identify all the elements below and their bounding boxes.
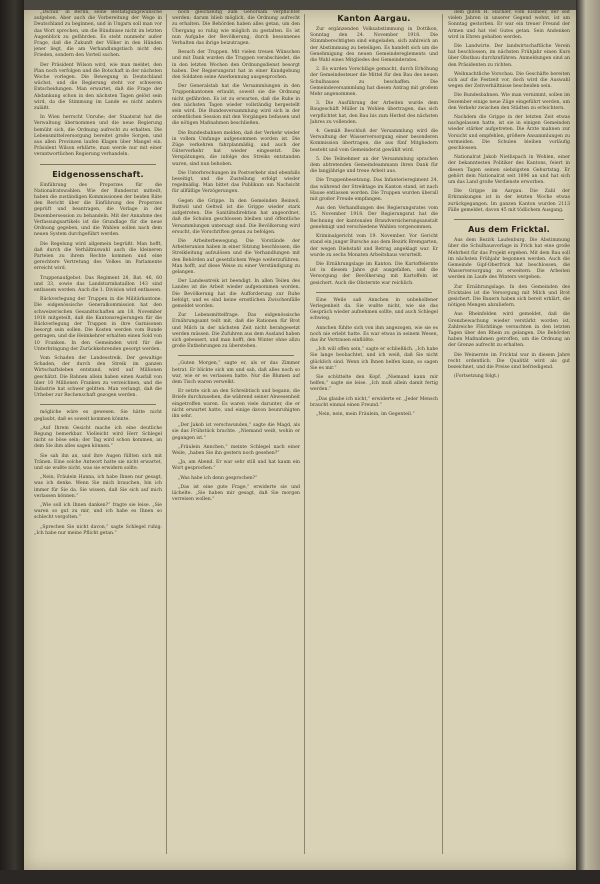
article-paragraph: „Sprechen Sie nicht davon,“ sagte Schlegel ruhig. „Ich habe nur meine Pflicht getan.“ — [34, 524, 162, 536]
article-paragraph: Die Landwirte. Der landwirtschaftliche Verein hat beschlossen, im nächsten Frühjahr einen Kurs über Obstbau durchzuführen. Anmeldungen sind an den Präsidenten zu richten. — [448, 44, 570, 68]
article-paragraph: Weihnachtliche Vorschau. Die Geschäfte bereiten sich auf die Festzeit vor, doch wird die Auswahl wegen der Zeitverhältnisse bescheiden sein. — [448, 71, 570, 90]
article-paragraph: 2. Es wurden Vorschläge gemacht, durch Erhöhung der Gemeindesteuer die Mittel für den Bau des neuen Schulhauses zu beschaffen. Die Gemeindeversammlung hat diesen Antrag mit großem Mehr angenommen. — [310, 67, 438, 98]
article-paragraph: Er setzte sich an den Schreibtisch und begann, die Briefe durchzusehen, die während seiner Abwesenheit eingetroffen waren. Es waren viele darunter, die er nicht erwartet hatte, und einige davon beunruhigten ihn sehr. — [172, 389, 300, 419]
article-paragraph: Nachdem die Grippe in der letzten Zeit etwas nachgelassen hatte, ist sie in einigen Gemeinden wieder stärker aufgetreten. Die Ärzte mahnen zur Vorsicht und empfehlen, größere Ansammlungen zu vermeiden. Die Schulen bleiben vorläufig geschlossen. — [448, 115, 570, 152]
article-paragraph: „Was habe ich denn gesprochen?“ — [178, 475, 258, 481]
article-paragraph: Der Generalstab hat die Versammlungen in den Truppenkantonen erlaubt, soweit sie die Ordnung nicht gefährden. Es ist zu erwarten, daß die Ruhe in den nächsten Tagen wieder vollständig hergestellt sein wird. Die Bundesversammlung wird sich in der ordentlichen Session mit den Vorgängen befassen und die nötigen Maßnahmen beschließen. — [172, 84, 300, 127]
article-paragraph: Einführung des Proporzes für die Nationalratswahlen. Wie der Bundesrat mitteilt, haben die zuständigen Kommissionen der beiden Räte den Bericht über die Einführung des Proporzes geprüft und beantragen, die Vorlage in der Dezembersession zu behandeln. Mit der Annahme des Verfassungsartikels ist die Grundlage für die neue Ordnung gegeben, und die Wahlen sollen nach dem neuen System durchgeführt werden. — [34, 182, 162, 238]
article-paragraph: „Der Jakob ist verschwunden,“ sagte die Magd, als sie das Frühstück brachte. „Niemand weiß, wohin er gegangen ist.“ — [172, 423, 300, 441]
article-paragraph: (Fortsetzung folgt.) — [454, 374, 500, 380]
article-paragraph: „Das ist eine gute Frage,“ erwiderte sie und lächelte. „Sie haben mir gesagt, daß Sie morgen verreisen wollen.“ — [172, 484, 300, 503]
article-paragraph: Die Bundesbahnen. Wie man vernimmt, sollen im Dezember einige neue Züge eingeführt werden, um den Verkehr zwischen den Städten zu erleichtern. — [448, 93, 570, 111]
article-paragraph: Die Grippe im Aargau. Die Zahl der Erkrankungen ist in der letzten Woche etwas zurückgegangen. Im ganzen Kanton wurden 2113 Fälle gemeldet, davon 45 mit tödlichem Ausgang. — [448, 189, 570, 213]
article-paragraph: 4. Gemäß Beschluß der Versammlung wird die Verwaltung der Wasserversorgung einer besonderen Kommission übertragen, die aus fünf Mitgliedern besteht und vom Gemeinderat gewählt wird. — [310, 129, 438, 153]
article-paragraph: „Ich will offen sein,“ sagte er schließlich. „Ich habe Sie lange beobachtet, und ich weiß, daß Sie nicht glücklich sind. Wenn ich Ihnen helfen kann, so sagen Sie es mir.“ — [310, 347, 438, 371]
article-paragraph: mögliche wäre es gewesen. Sie hätte nicht geglaubt, daß es soweit kommen könnte. — [34, 410, 162, 422]
article-paragraph: Vom Schaden der Landesstreik. Der gewaltige Schaden, der durch den Streik im ganzen Wirtschaftsleben entstand, wird auf Millionen geschätzt. Die Bahnen allein haben einen Ausfall von über 10 Millionen Franken zu verzeichnen, und die Industrie hat schwer gelitten. Man verlangt, daß die Urheber zur Rechenschaft gezogen werden. — [34, 355, 162, 399]
article-paragraph: Truppenaufgebot. Das Regiment 28, Bat. 46, 60 und 33, sowie das Landsturmbataillon 143 sind entlassen worden. Auch die 1. Division wird entlassen. — [34, 275, 162, 293]
article-paragraph: „Fräulein Annchen,“ meinte Schlegel nach einer Weile, „haben Sie ihn gestern noch gesehen?“ — [172, 444, 300, 456]
book-binding — [0, 0, 24, 884]
article-paragraph: Kriminalgericht vom 19. November. Vor Gericht stand ein junger Bursche aus dem Bezirk Bremgarten, der wegen Diebstahl und Betrug angeklagt war. Er wurde zu sechs Monaten Arbeitshaus verurteilt. — [310, 234, 438, 258]
article-paragraph: Aus Rheinfelden wird gemeldet, daß die Grenzbewachung wieder verstärkt worden ist. Zahlreiche Flüchtlinge versuchten in den letzten Tagen über den Rhein zu gelangen. Die Behörden haben Maßnahmen getroffen, um die Ordnung an der Grenze aufrecht zu erhalten. — [448, 312, 570, 349]
article-paragraph: „Ja, am Abend. Er war sehr still und hat kaum ein Wort gesprochen.“ — [172, 460, 300, 472]
article-paragraph: Aus dem Bezirk Laufenburg. Die Abstimmung über die Schulhausvorlage in Frick hat eine große Mehrheit für das Projekt ergeben. Mit dem Bau soll im nächsten Frühjahr begonnen werden. Auch die Gemeinde Gipf-Oberfrick hat beschlossen, die Wasserversorgung zu erweitern. Die Arbeiten werden im Laufe des Winters vergeben. — [448, 238, 570, 281]
article-paragraph: dem guten H. Hächler, vom Eismeer, der seit vielen Jahren in unserer Gegend wohnt, ist am Sonntag gestorben. Er war ein treuer Freund der Armen und hat viel Gutes getan. Sein Andenken wird in Ehren gehalten werden. — [448, 10, 570, 40]
article-paragraph: Die Bundesbahnen melden, daß der Verkehr wieder in vollem Umfange aufgenommen worden ist. Die Züge verkehren fahrplanmäßig, und auch der Güterverkehr hat wieder eingesetzt. Die Verspätungen, die infolge des Streiks entstanden waren, sind nun behoben. — [172, 130, 300, 167]
section-divider — [40, 164, 156, 165]
article-paragraph: Zur ergänzenden Volksabstimmung in Dottikon, Sonntag den 24. November 1918. Die Stimmberechtigten sind eingeladen, sich zahlreich an der Abstimmung zu beteiligen. Es handelt sich um die Genehmigung des neuen Gemeindereglements und die Wahl eines Mitgliedes des Gemeinderates. — [310, 27, 438, 64]
column-rule — [304, 14, 305, 854]
article-paragraph: Annchen fühlte sich von ihm angezogen, wie sie es noch nie erlebt hatte. Es war etwas in seinem Wesen, das ihr Vertrauen einflößte. — [310, 325, 438, 343]
column-rule — [442, 14, 443, 854]
column-2 — [172, 10, 300, 860]
article-paragraph: „Das glaube ich nicht,“ erwiderte er. „Jeder Mensch braucht einmal einen Freund.“ — [310, 396, 438, 408]
article-paragraph: Der Präsident Wilson wird, wie man meldet, den Plan noch verfolgen und die Botschaft in der nächsten Woche vorlegen. Die Bewegung in Deutschland wächst, und die Regierung steht vor schweren Entscheidungen. Man erwartet, daß die Frage der Abdankung schon in den nächsten Tagen gelöst sein wird, da die Stimmung im Lande es nicht anders zuläßt. — [34, 62, 162, 112]
article-paragraph: Die Arbeiterbewegung. Die Vorstände der Arbeiterunion haben in einer Sitzung beschlossen, die Streikleitung aufzulösen und die Verhandlungen mit den Behörden auf gesetzlichem Wege weiterzuführen. Man hofft, auf diese Weise zu einer Verständigung zu gelangen. — [172, 238, 300, 275]
article-paragraph: „Wie soll ich Ihnen danken?“ fragte sie leise. „Sie waren so gut zu mir, und ich habe es Ihnen so schlecht vergolten.“ — [34, 503, 162, 521]
article-paragraph: Besuch der Truppen. Mit vielen treuen Wünschen und mit Dank wurden die Truppen verabschiedet, die in den letzten Wochen den Ordnungsdienst besorgt haben. Der Regierungsrat hat in einer Kundgebung den Soldaten seine Anerkennung ausgesprochen. — [172, 50, 300, 81]
article-paragraph: Sie sah ihn an, und ihre Augen füllten sich mit Tränen. Eine solche Antwort hatte sie nicht erwartet, und sie wußte nicht, was sie erwidern sollte. — [34, 453, 162, 471]
article-paragraph: In Wien herrscht Unruhe; der Staatsrat hat die Verwaltung übernommen und die neue Regierung bemüht sich, die Ordnung aufrecht zu erhalten. Die Lebensmittelversorgung bereitet große Sorgen, und aus allen Provinzen laufen Klagen über Mangel ein. Präsident Wilson erklärte, man werde nur mit einer verantwortlichen Regierung verhandeln. — [34, 115, 162, 158]
bottom-shadow — [0, 870, 600, 884]
column-rule — [166, 14, 167, 854]
article-paragraph: Zur Lebensmittelfrage. Das eidgenössische Ernährungsamt teilt mit, daß die Rationen für Brot und Milch in der nächsten Zeit nicht herabgesetzt werden müssen. Die Zufuhren aus dem Ausland haben sich gebessert, und man hofft, den Winter ohne allzu große Entbehrungen zu überstehen. — [172, 313, 300, 350]
article-paragraph: 5. Die Teilnehmer an der Versammlung sprachen dem abtretenden Gemeindeammann ihren Dank für die langjährige und treue Arbeit aus. — [310, 156, 438, 175]
section-divider — [316, 292, 432, 293]
article-paragraph: „Auf Ihrem Gesicht mache ich eine deutliche Regung bemerkbar. Vielleicht wird Herr Schlegel nicht so böse sein; der Tag wird schon kommen, an dem Sie ihm alles sagen können.“ — [34, 425, 162, 450]
article-paragraph: Die Unterbrechungen im Postverkehr sind ebenfalls beseitigt, und die Zustellung erfolgt wieder regelmäßig. Man bittet das Publikum um Nachsicht für allfällige Verzögerungen. — [172, 170, 300, 195]
article-paragraph: „Guten Morgen,“ sagte er, als er das Zimmer betrat. Er blickte sich um und sah, daß alles noch so war, wie er es verlassen hatte. Nur die Blumen auf dem Tisch waren verwelkt. — [172, 361, 300, 385]
column-4 — [448, 10, 570, 860]
section-divider — [40, 404, 156, 405]
section-heading: Eidgenossenschaft. — [52, 169, 144, 179]
article-paragraph: Die Truppenbesetzung. Das Infanterieregiment 24, das während der Streiktage im Kanton stand, ist nach Hause entlassen worden. Die Truppen wurden überall mit großer Freude empfangen. — [310, 178, 438, 203]
article-paragraph: Aus den Verhandlungen des Regierungsrates vom 15. November 1918. Der Regierungsrat hat die Rechnung der kantonalen Brandversicherungsanstalt genehmigt und verschiedene Wahlen vorgenommen. — [310, 206, 438, 230]
article-paragraph: Nationalrat Jakob Nietlispach in Wohlen, einer der bekanntesten Politiker des Kantons, feiert in diesen Tagen seinen siebzigsten Geburtstag. Er gehört dem Nationalrat seit 1896 an und hat sich um das Land große Verdienste erworben. — [448, 155, 570, 186]
article-paragraph: „Dschin“ in Berlin, seine Bestätigungswünsche aufgeben. Aber auch die Vorbereitung der Wege in Deutschland zu beginnen, und in Ungarn soll man vor das Wort sprechen, um die Bündnisse nicht im letzten Augenblick zu gefährden. Es steht nunmehr außer Frage, daß die Zukunft der Völker in den Händen jener liegt, die am Verhandlungstisch nicht den Frieden, sondern den Vorteil suchen. — [34, 10, 162, 59]
article-paragraph: Eine Weile saß Annchen in unbeholfener Verlegenheit da. Sie wußte nicht, wie sie das Gespräch wieder aufnehmen sollte, und auch Schlegel schwieg. — [310, 297, 438, 322]
article-paragraph: Rückverlegung der Truppen in die Militärkantone. Die eidgenössische Generalkommission hat den schweizerischen Gesandtschaften am 18. November 1918 mitgeteilt, daß die Kantonsregierungen für die Rückverlegung der Truppen in ihre Garnisonen besorgt sein sollen. Die Kosten werden vom Bunde getragen, und die Heimkehrer erhalten einen Sold von 10 Franken. In den Gemeinden wird für die Unterbringung der Zurückkehrenden gesorgt werden. — [34, 297, 162, 352]
article-paragraph: Die Ernährungslage im Kanton. Die Kartoffelernte ist in diesem Jahre gut ausgefallen, und die Versorgung der Bevölkerung mit Kartoffeln ist gesichert. Auch die Obsternte war reichlich. — [310, 261, 438, 286]
article-paragraph: noch gleichzeitig zum Gehorsam verpflichtet werden; darum blieb möglich, die Ordnung aufrecht zu erhalten. Die Behörden haben alles getan, um den Übergang so ruhig wie möglich zu gestalten. Es ist nun Aufgabe der Bevölkerung, durch besonnenes Verhalten das ihrige beizutragen. — [172, 10, 300, 47]
article-paragraph: Die Weinernte im Fricktal war in diesem Jahre recht ordentlich. Die Qualität wird als gut bezeichnet, und die Preise sind befriedigend. — [448, 352, 570, 370]
article-paragraph: 3. Die Ausführung der Arbeiten wurde dem Baugeschäft Müller in Wohlen übertragen, das sich verpflichtet hat, den Bau bis zum Herbst des nächsten Jahres zu vollenden. — [310, 101, 438, 125]
section-heading: Kanton Aargau. — [337, 14, 411, 23]
section-divider — [454, 219, 564, 220]
column-1 — [34, 10, 162, 860]
article-paragraph: Die Regelung wird allgemein begrüßt. Man hofft, daß durch die Verhältniswahl auch die kleineren Parteien zu ihrem Rechte kommen und eine gerechtere Vertretung des Volkes im Parlamente erreicht wird. — [34, 241, 162, 272]
section-heading: Aus dem Fricktal. — [468, 225, 550, 235]
article-paragraph: Sie schüttelte den Kopf. „Niemand kann mir helfen,“ sagte sie leise. „Ich muß allein damit fertig werden.“ — [310, 374, 438, 393]
article-paragraph: „Nein, Fräulein Hanna, ich habe Ihnen nur gesagt, was ich denke. Wenn Sie mich brauchen, bin ich immer für Sie da. Sie wissen, daß Sie sich auf mich verlassen können.“ — [34, 475, 162, 499]
article-paragraph: Gegen die Grippe. In den Gemeinden Beinwil, Buttwil und Geltwil ist die Grippe wieder stark aufgetreten. Die Sanitätsdirektion hat angeordnet, daß die Schulen geschlossen bleiben und öffentliche Versammlungen untersagt sind. Die Bevölkerung wird ersucht, die Vorschriften genau zu befolgen. — [172, 198, 300, 235]
next-page-edge — [576, 0, 600, 884]
column-3 — [310, 10, 438, 860]
newspaper-page — [24, 10, 576, 870]
section-divider — [178, 355, 294, 356]
article-paragraph: „Nein, nein, mein Fräulein, im Gegenteil.“ — [316, 411, 415, 417]
article-paragraph: Der Landesstreik ist beendigt. In allen Teilen des Landes ist die Arbeit wieder aufgenommen worden. Die Bevölkerung hat die Aufforderung zur Ruhe befolgt, und es sind keine ernstlichen Zwischenfälle gemeldet worden. — [172, 279, 300, 309]
article-paragraph: Zur Ernährungslage. In den Gemeinden des Fricktales ist die Versorgung mit Milch und Brot gesichert. Die Bauern haben sich bereit erklärt, die nötigen Mengen abzuliefern. — [448, 284, 570, 309]
